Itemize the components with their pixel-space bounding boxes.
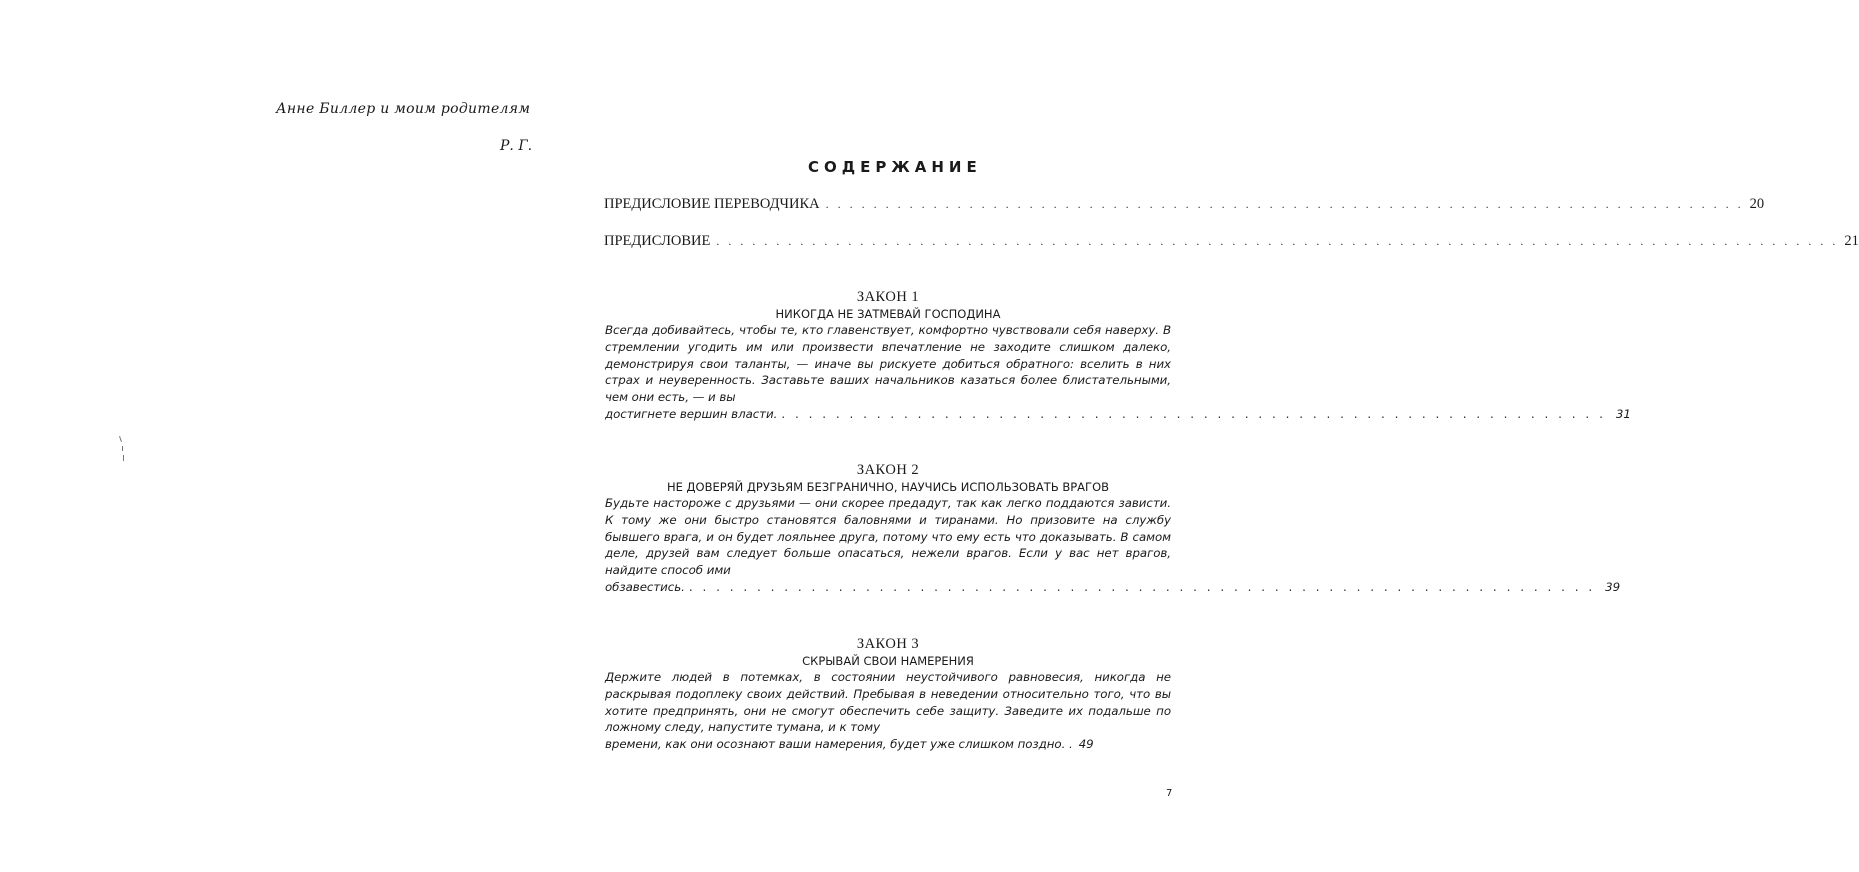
law-text: Держите людей в потемках, в состоянии неустойчивого равновесия, никогда не раскрывая подоплеку своих действий. Пребывая в неведении относительно того, что вы хотите предпринять, они не смогут обеспечить себе защиту. Заведите их подальше по ложному следу, напустите тумана, и к тому bbox=[605, 670, 1171, 735]
toc-entry[interactable] bbox=[604, 196, 1765, 213]
scan-speck bbox=[122, 446, 123, 451]
law-text-end: достигнете вершин власти. bbox=[605, 406, 778, 421]
law-number: ЗАКОН 2 bbox=[856, 462, 920, 478]
law-number: ЗАКОН 1 bbox=[856, 289, 920, 305]
left-page bbox=[0, 0, 580, 872]
right-page bbox=[600, 0, 1859, 872]
law-entry[interactable] bbox=[605, 289, 1631, 423]
law-entry[interactable] bbox=[605, 462, 1621, 596]
toc-entry-page: 21 bbox=[1844, 233, 1859, 249]
law-number: ЗАКОН 3 bbox=[856, 636, 920, 652]
toc-entry-label: ПРЕДИСЛОВИЕ bbox=[604, 233, 711, 249]
leader-dots: . . . . . . . . . . . . . . . . . . . . . . . . . . . . . . . . . . . . . . . . . . . . . . . . . . . . . . . . . . . . . . . . . . . . . . . . . . . . . bbox=[825, 197, 1744, 211]
law-title: НЕ ДОВЕРЯЙ ДРУЗЬЯМ БЕЗГРАНИЧНО, НАУЧИСЬ ИСПОЛЬЗОВАТЬ ВРАГОВ bbox=[666, 480, 1110, 494]
law-text-end: времени, как они осознают ваши намерения, будет уже слишком поздно. . bbox=[605, 737, 1073, 752]
law-text: Всегда добивайтесь, чтобы те, кто главенствует, комфортно чувствовали себя наверху. В стремлении угодить им или произвести впечатление не заходите слишком далеко, демонстрируя свои таланты, — иначе вы рискуете добиться обратного: вселить в них страх и неуверенность. Заставьте ваших начальников казаться более блистательными, чем они есть, — и вы bbox=[605, 323, 1171, 405]
page-number: 7 bbox=[1166, 788, 1173, 799]
scan-speck bbox=[119, 436, 122, 442]
scan-speck bbox=[123, 455, 124, 461]
law-title: СКРЫВАЙ СВОИ НАМЕРЕНИЯ bbox=[802, 654, 974, 668]
toc-entry-label: ПРЕДИСЛОВИЕ ПЕРЕВОДЧИКА bbox=[604, 196, 820, 212]
leader-dots: . . . . . . . . . . . . . . . . . . . . . . . . . . . . . . . . . . . . . . . . . . . . . . . . . . . . . . . . . . . . . . . . . . . bbox=[688, 579, 1596, 594]
toc-heading: СОДЕРЖАНИЕ bbox=[808, 158, 982, 176]
law-page: 39 bbox=[1605, 579, 1621, 594]
law-title: НИКОГДА НЕ ЗАТМЕВАЙ ГОСПОДИНА bbox=[775, 307, 1001, 321]
toc-entry[interactable] bbox=[604, 233, 1859, 250]
leader-dots: . . . . . . . . . . . . . . . . . . . . . . . . . . . . . . . . . . . . . . . . . . . . . . . . . . . . . . . . . . . . . . . . . . . . . . . . . . . . . . . . . . . . . . . . . . . . . . bbox=[716, 234, 1839, 248]
law-last-line bbox=[605, 406, 1631, 423]
law-text: Будьте настороже с друзьями — они скорее предадут, так как легко поддаются зависти. К тому же они быстро становятся баловнями и тиранами. Но призовите на службу бывшего врага, и он будет лояльнее друга, потому что ему есть что доказывать. В самом деле, друзей вам следует больше опасаться, нежели врагов. Если у вас нет врагов, найдите способ ими bbox=[605, 496, 1171, 578]
law-description bbox=[605, 495, 1621, 596]
leader-dots: . . . . . . . . . . . . . . . . . . . . . . . . . . . . . . . . . . . . . . . . . . . . . . . . . . . . . . . . . . . . . bbox=[781, 406, 1606, 421]
law-description bbox=[605, 322, 1631, 423]
law-text-end: обзавестись. bbox=[605, 579, 685, 594]
toc-entry-page: 20 bbox=[1749, 196, 1765, 212]
dedication: Анне Биллер и моим родителям bbox=[276, 101, 531, 117]
law-entry[interactable] bbox=[605, 636, 1171, 753]
law-last-line bbox=[605, 579, 1621, 596]
dedication-initials: Р. Г. bbox=[500, 138, 533, 154]
law-description bbox=[605, 669, 1171, 753]
law-page: 31 bbox=[1615, 406, 1631, 421]
law-page: 49 bbox=[1078, 737, 1094, 752]
law-last-line bbox=[605, 736, 1171, 753]
